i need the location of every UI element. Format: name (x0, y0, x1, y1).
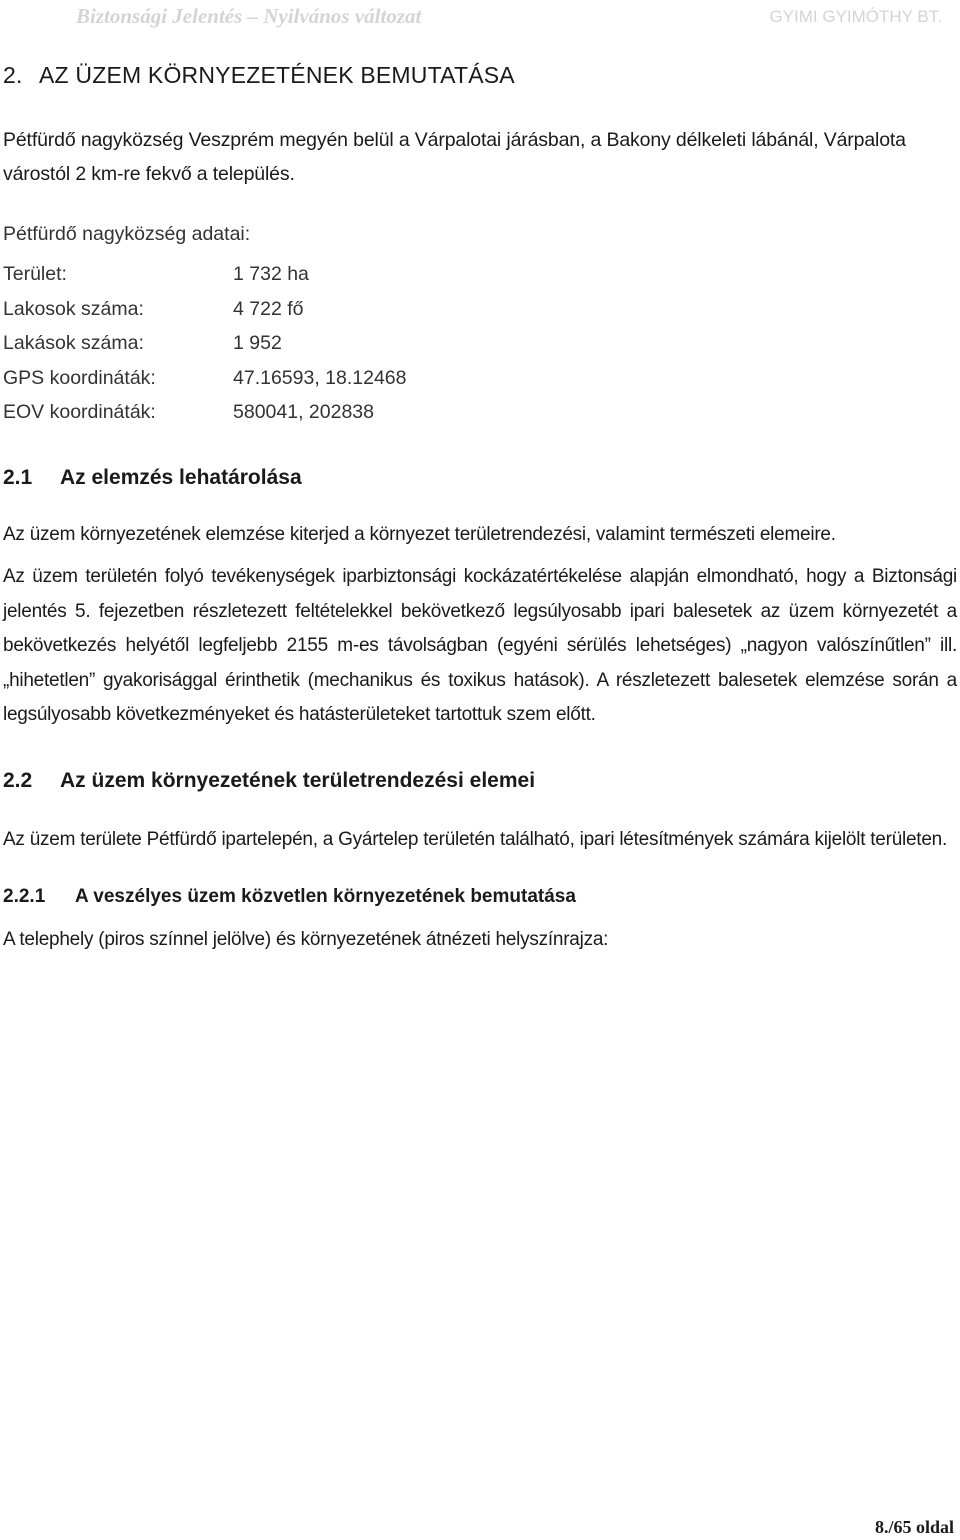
stat-row (3, 361, 957, 396)
stats-table (3, 257, 957, 430)
stats-title: Pétfürdő nagyközség adatai: (3, 223, 251, 245)
stat-value: 580041, 202838 (233, 401, 374, 423)
section-2-1-paragraph-1: Az üzem környezetének elemzése kiterjed a környezet területrendezési, valamint természeti elemeire. (3, 523, 836, 545)
stat-value: 1 952 (233, 332, 282, 354)
section-2-1-paragraph-2: Az üzem területén folyó tevékenységek iparbiztonsági kockázatértékelése alapján elmondható, hogy a Biztonsági jelentés 5. fejezetben részletezett feltételekkel bekövetkező legsúlyosabb ipari balesetek az üzem környezetét a bekövetkezés helyétől legfeljebb 2155 m-es távolságban (egyéni sérülés lehetséges) „nagyon valószínűtlen” ill. „hihetetlen” gyakorisággal érinthetik (mechanikus és toxikus hatások). A részletezett balesetek elemzése során a legsúlyosabb következményeket és hatásterületeket tartottuk szem előtt. (3, 566, 957, 725)
section-2-2-heading (3, 765, 957, 797)
section-2-2-number: 2.2 (3, 768, 33, 792)
page-header (0, 0, 960, 34)
stat-value: 1 732 ha (233, 263, 309, 285)
header-document-title: Biztonsági Jelentés – Nyilvános változat (76, 4, 422, 28)
section-2-2-1-paragraph-1: A telephely (piros színnel jelölve) és környezetének átnézeti helyszínrajza: (3, 929, 609, 950)
stat-row (3, 257, 957, 292)
section-2-2-paragraph-1: Az üzem területe Pétfürdő ipartelepén, a Gyártelep területén található, ipari létesítmények számára kijelölt területen. (3, 828, 947, 850)
section-2-1-number: 2.1 (3, 465, 33, 489)
chapter-number: 2. (3, 62, 23, 88)
stat-label: GPS koordináták: (3, 366, 156, 389)
stat-row (3, 326, 957, 361)
stat-row (3, 292, 957, 327)
stat-value: 47.16593, 18.12468 (233, 366, 407, 389)
section-2-1-title: Az elemzés lehatárolása (60, 465, 302, 489)
intro-paragraph: Pétfürdő nagyközség Veszprém megyén belül a Várpalotai járásban, a Bakony délkeleti lábánál, Várpalota várostól 2 km-re fekvő a település. (3, 129, 906, 185)
stat-label: Lakosok száma: (3, 297, 144, 320)
stat-label: Terület: (3, 263, 67, 285)
section-2-1-heading (3, 462, 957, 494)
stat-label: EOV koordináták: (3, 401, 156, 423)
stat-label: Lakások száma: (3, 332, 144, 354)
stat-row (3, 395, 957, 430)
page-number: 8./65 oldal (874, 1517, 954, 1537)
stat-value: 4 722 fő (233, 297, 304, 320)
header-company-name: GYIMI GYIMÓTHY BT. (769, 7, 942, 26)
section-2-2-1-title: A veszélyes üzem közvetlen környezetének bemutatása (75, 886, 576, 907)
section-2-2-1-heading (3, 881, 957, 913)
page-content (3, 58, 957, 958)
section-2-2-1-number: 2.2.1 (3, 886, 46, 907)
section-2-2-title: Az üzem környezetének területrendezési elemei (60, 768, 536, 792)
chapter-title: AZ ÜZEM KÖRNYEZETÉNEK BEMUTATÁSA (39, 62, 515, 88)
chapter-heading (3, 58, 957, 92)
